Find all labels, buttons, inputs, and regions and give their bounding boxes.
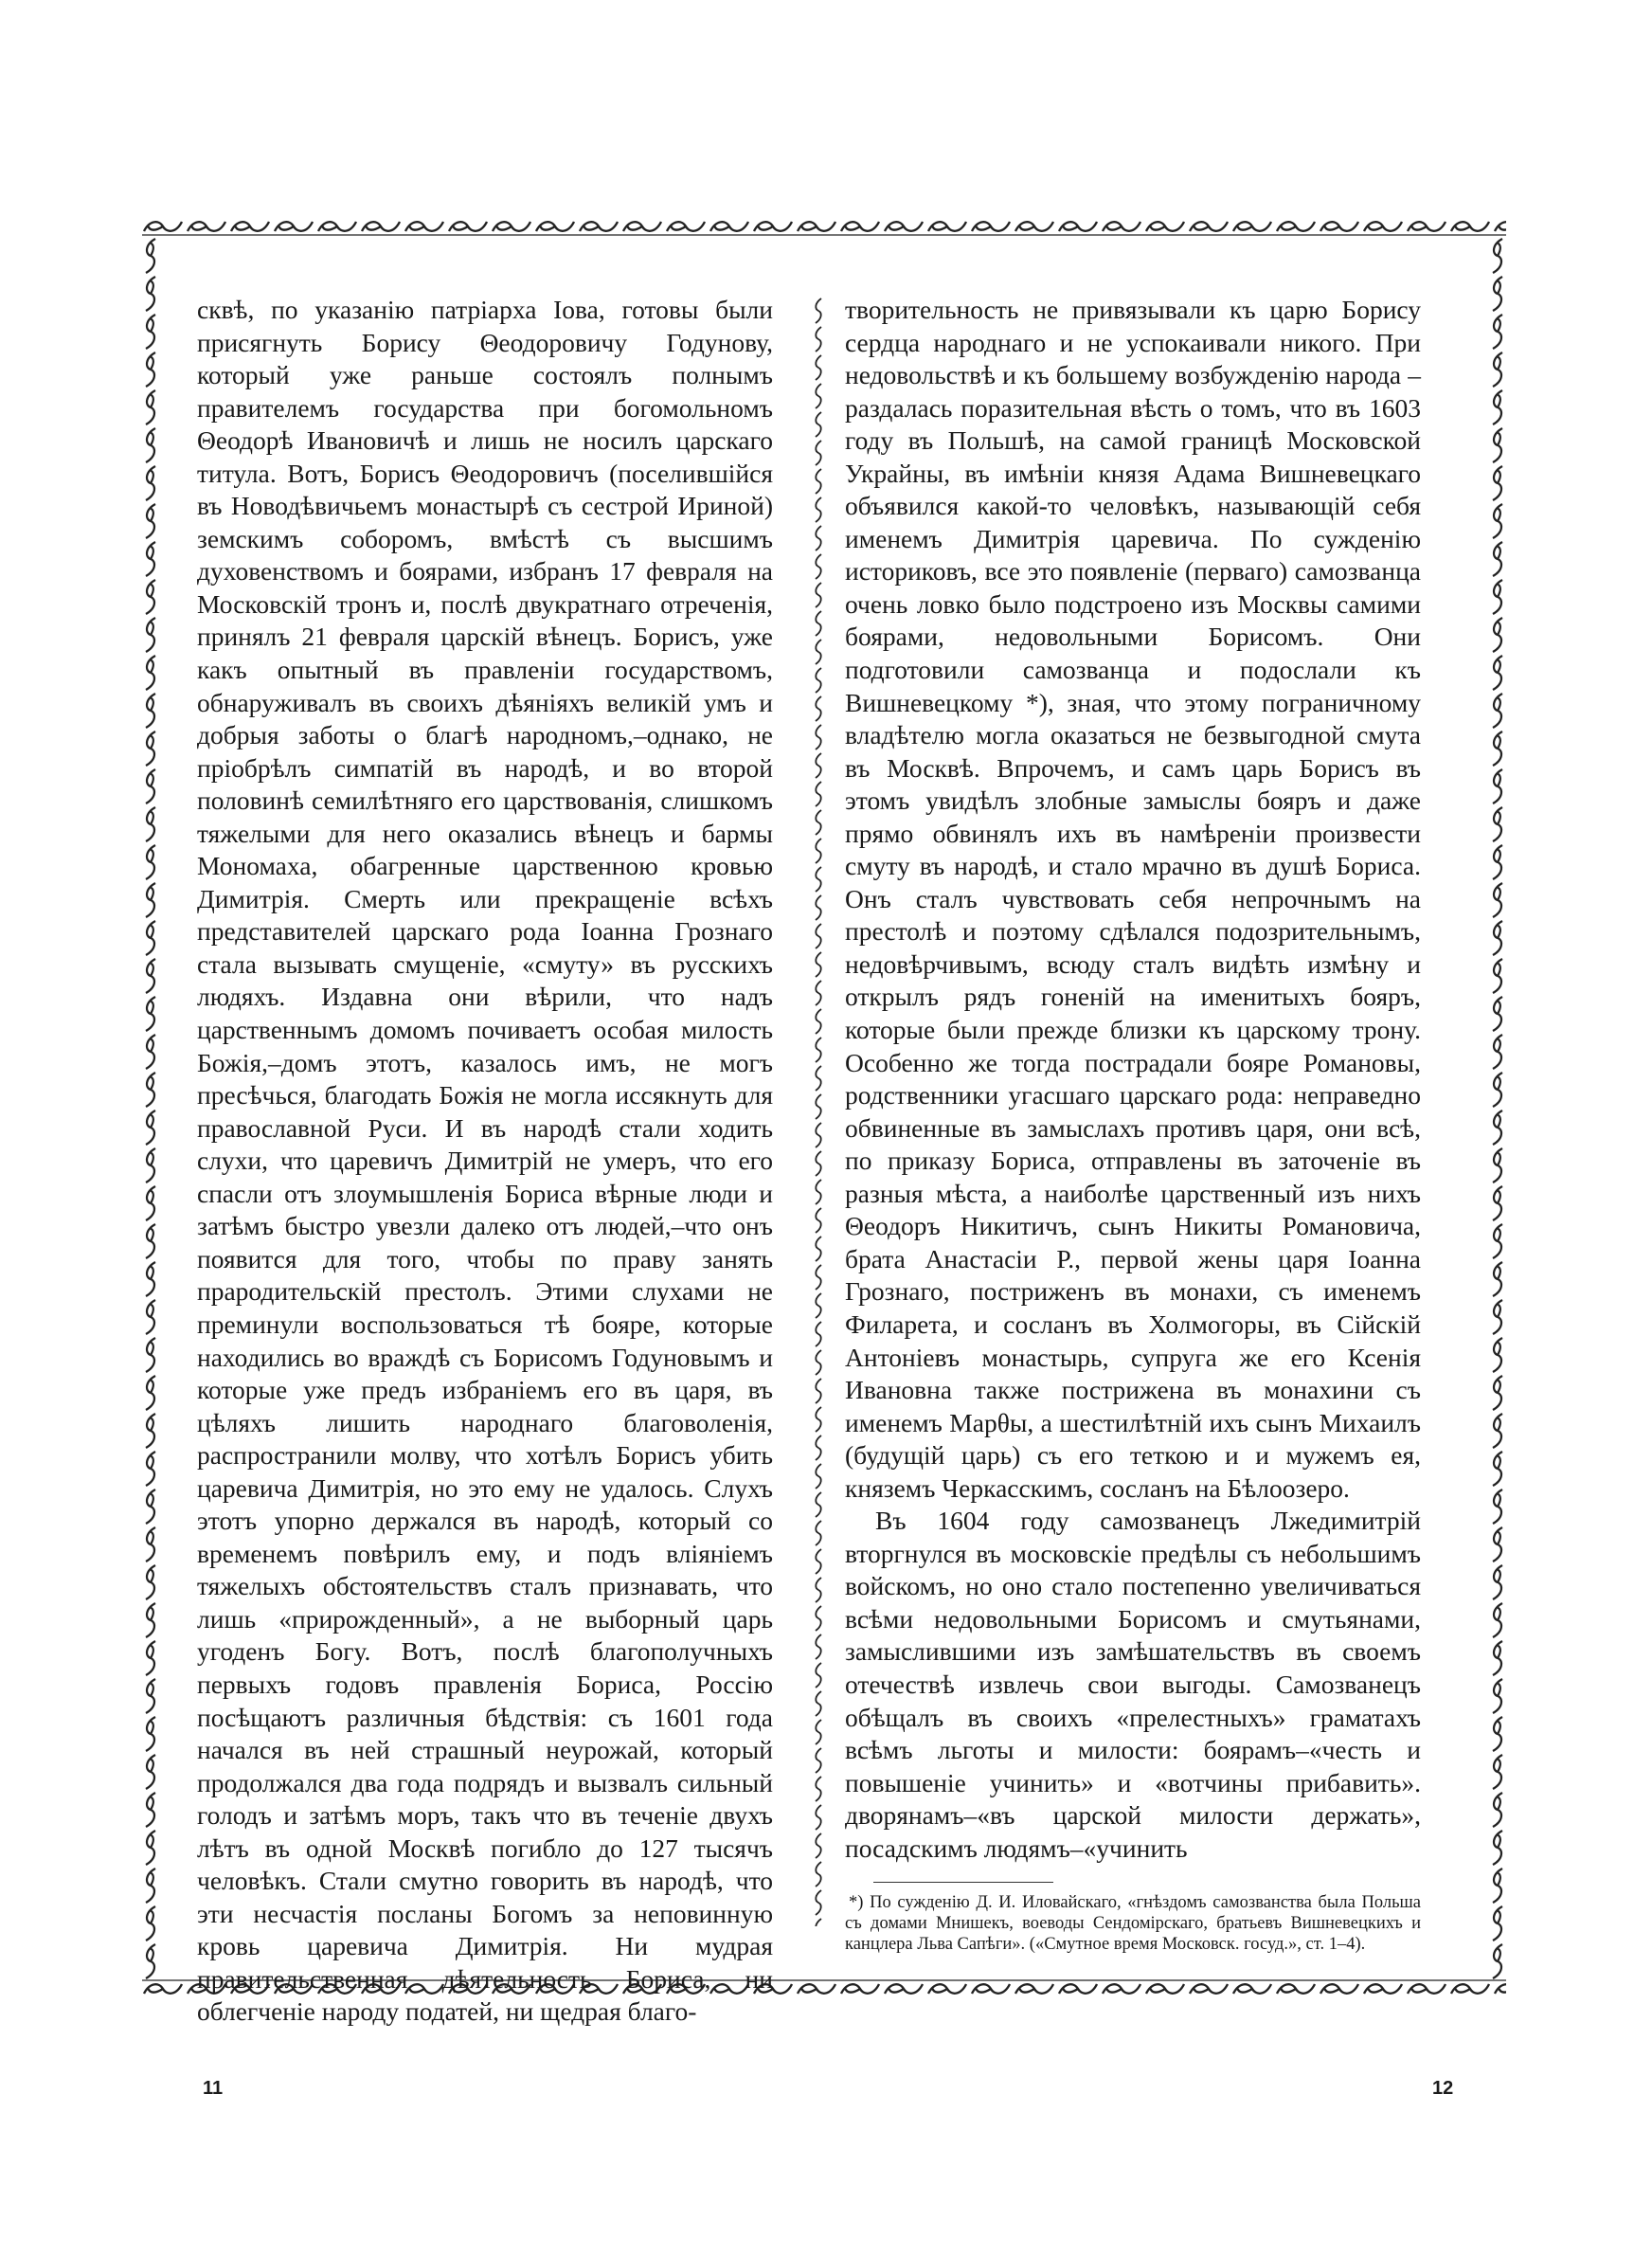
center-ornament-divider	[813, 297, 824, 1926]
left-text-column	[197, 294, 773, 2029]
top-ornament-border	[142, 216, 1506, 237]
left-ornament-border	[142, 237, 159, 1980]
page-number-left: 11	[203, 2078, 224, 2099]
right-text-column	[845, 294, 1421, 1955]
footnote: *) По сужденію Д. И. Иловайскаго, «гнѣздомъ самозванства была Польша съ домами Мнишекъ, воеводы Сендомірскаго, братьевъ Вишневецкихъ и канцлера Льва Сапѣги». («Смутное время Московск. госуд.», ст. 1–4).	[845, 1893, 1421, 1955]
paragraph: сквѣ, по указанію патріарха Іова, готовы были присягнуть Борису Θеодоровичу Годунову, который уже раньше состоялъ полнымъ правителемъ государства при богомольномъ Θеодорѣ Ивановичѣ и лишь не носилъ царскаго титула. Вотъ, Борисъ Θеодоровичъ (поселившійся въ Новодѣвичьемъ монастырѣ съ сестрой Ириной) земскимъ соборомъ, вмѣстѣ съ высшимъ духовенствомъ и боярами, избранъ 17 февраля на Московскій тронъ и, послѣ двукратнаго отреченія, принялъ 21 февраля царскій вѣнецъ. Борисъ, уже какъ опытный въ правленіи государствомъ, обнаруживалъ въ своихъ дѣяніяхъ великій умъ и добрыя заботы о благѣ народномъ,–однако, не пріобрѣлъ симпатій въ народѣ, и во второй половинѣ семилѣтняго его царствованія, слишкомъ тяжелыми для него оказались вѣнецъ и бармы Мономаха, обагренные царственною кровью Димитрія. Смерть или прекращеніе всѣхъ представителей царскаго рода Іоанна Грознаго стала вызывать смущеніе, «смуту» въ русскихъ людяхъ. Издавна они вѣрили, что надъ царственнымъ домомъ почиваетъ особая милость Божія,–домъ этотъ, казалось имъ, не могъ пресѣчься, благодать Божія не могла иссякнуть для православной Руси. И въ народѣ стали ходить слухи, что царевичъ Димитрій не умеръ, что его спасли отъ злоумышленія Бориса вѣрные люди и затѣмъ быстро увезли далеко отъ людей,–что онъ появится для того, чтобы по праву занять прародительскій престолъ. Этими слухами не преминули воспользоваться тѣ бояре, которые находились во враждѣ съ Борисомъ Годуновымъ и которые уже предъ избраніемъ его въ царя, въ цѣляхъ лишить народнаго благоволенія, распространили молву, что хотѣлъ Борисъ убить царевича Димитрія, но это ему не удалось. Слухъ этотъ упорно держался въ народѣ, который со временемъ повѣрилъ ему, и подъ вліяніемъ тяжелыхъ обстоятельствъ сталъ признавать, что лишь «прирожденный», а не выборный царь угоденъ Богу. Вотъ, послѣ благополучныхъ первыхъ годовъ правленія Бориса, Россію посѣщаютъ различныя бѣдствія: съ 1601 года начался въ ней страшный неурожай, который продолжался два года подрядъ и вызвалъ сильный голодъ и затѣмъ моръ, такъ что въ теченіе двухъ лѣтъ въ одной Москвѣ погибло до 127 тысячъ человѣкъ. Стали смутно говорить въ народѣ, что эти несчастія посланы Богомъ за неповинную кровь царевича Димитрія. Ни мудрая правительственная дѣятельность Бориса, ни облегченіе народу податей, ни щедрая благо-	[197, 295, 773, 2027]
ornamental-frame	[142, 216, 1506, 2027]
right-ornament-border	[1489, 237, 1506, 1980]
paragraph: творительность не привязывали къ царю Борису сердца народнаго и не успокаивали никого. При недовольствѣ и къ большему возбужденію народа – раздалась поразительная вѣсть о томъ, что въ 1603 году въ Польшѣ, на самой границѣ Московской Украйны, въ имѣніи князя Адама Вишневецкаго объявился какой-то человѣкъ, называющій себя именемъ Димитрія царевича. По сужденію историковъ, все это появленіе (перваго) самозванца очень ловко было подстроено изъ Москвы самими боярами, недовольными Борисомъ. Они подготовили самозванца и подослали къ Вишневецкому *), зная, что этому пограничному владѣтелю могла оказаться не безвыгодной смута въ Москвѣ. Впрочемъ, и самъ царь Борисъ въ этомъ увидѣлъ злобные замыслы бояръ и даже прямо обвинялъ ихъ въ намѣреніи произвести смуту въ народѣ, и стало мрачно въ душѣ Бориса. Онъ сталъ чувствовать себя непрочнымъ на престолѣ и поэтому сдѣлался подозрительнымъ, недовѣрчивымъ, всюду сталъ видѣть измѣну и открылъ рядъ гоненій на именитыхъ бояръ, которые были прежде близки къ царскому трону. Особенно же тогда пострадали бояре Романовы, родственники угасшаго царскаго рода: неправедно обвиненные въ замыслахъ противъ царя, они всѣ, по приказу Бориса, отправлены въ заточеніе въ разныя мѣста, а наиболѣе царственный изъ нихъ Θеодоръ Никитичъ, сынъ Никиты Романовича, брата Анастасіи Р., первой жены царя Іоанна Грознаго, постриженъ въ монахи, съ именемъ Филарета, и сосланъ въ Холмогоры, въ Сійскій Антоніевъ монастырь, супруга же его Ксенія Ивановна также пострижена въ монахини съ именемъ Марθы, а шестилѣтній ихъ сынъ Михаилъ (будущій царь) съ его теткою и и мужемъ ея, княземъ Черкасскимъ, сосланъ на Бѣлоозеро.	[845, 295, 1421, 1503]
footnote-separator	[873, 1882, 1053, 1883]
page-number-right: 12	[1432, 2078, 1454, 2099]
paragraph: Въ 1604 году самозванецъ Лжедимитрій вторгнулся въ московскіе предѣлы съ небольшимъ войскомъ, но оно стало постепенно увеличиваться всѣми недовольными Борисомъ и смутьянами, замыслившими изъ замѣшательствъ въ своемъ отечествѣ извлечь свои выгоды. Самозванецъ обѣщалъ въ своихъ «прелестныхъ» граматахъ всѣмъ льготы и милости: боярамъ–«честь и повышеніе учинить» и «вотчины прибавить». дворянамъ–«въ царской милости держать», посадскимъ людямъ–«учинить	[845, 1506, 1421, 1863]
